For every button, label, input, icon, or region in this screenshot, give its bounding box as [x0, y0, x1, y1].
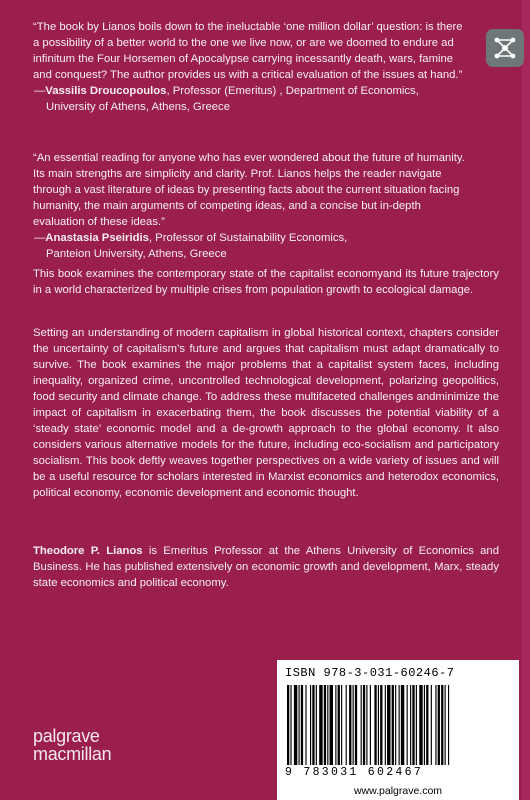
- barcode-bar: [341, 685, 342, 765]
- description-paragraph-2: Setting an understanding of modern capitalism in global historical context, chapters consider the uncertainty of capitalism’s future and argues that capitalism must adapt dramatically to survive. The book examines the major problems that a capitalist system faces, including inequality, organized crime, uncontrolled technological development, polarizing geopolitics, food security and climate change. To address these multifaceted challenges andminimize the impact of capitalism in exacerbating them, the book discusses the potential viability of a ‘steady state’ economic model and a de-growth approach to the global economy. It also considers various alternative models for the future, including eco-socialism and participatory socialism. This book deftly weaves together perspectives on a wide variety of issues and will be a useful resource for scholars interested in Marxist economics and heterodox economics, political economy, economic development and economic thought.: [33, 327, 499, 499]
- barcode-bar: [399, 685, 400, 765]
- publisher-url: www.palgrave.com: [353, 785, 443, 797]
- barcode-bar: [338, 685, 340, 765]
- quote-affiliation: University of Athens, Athens, Greece: [46, 101, 230, 113]
- barcode-bar: [363, 685, 365, 765]
- barcode-bar: [424, 685, 425, 765]
- barcode-bar: [290, 685, 291, 765]
- barcode-bar: [287, 685, 289, 765]
- barcode-bar: [410, 685, 411, 765]
- barcode-bar: [319, 685, 322, 765]
- author-bio-text: is Emeritus Professor at the Athens University of Economics and Business. He has published extensively on economic growth and development, Marx, steady state economics and political economy.: [33, 545, 499, 589]
- barcode-bar: [387, 685, 390, 765]
- barcode-bar: [361, 685, 362, 765]
- barcode-bar: [380, 685, 382, 765]
- barcode-bar: [370, 685, 371, 765]
- barcode-number: 9 783031 602467: [285, 766, 424, 779]
- barcode-bar: [335, 685, 336, 765]
- quote-attribution: —Vassilis Droucopoulos, Professor (Emeritus) , Department of Economics, University of Athens, Athens, Greece: [33, 83, 467, 115]
- barcode-image: [287, 685, 509, 765]
- barcode-bar: [392, 685, 394, 765]
- isbn-label: ISBN 978-3-031-60246-7: [285, 666, 455, 680]
- quote-attribution: —Anastasia Pseiridis, Professor of Sustainability Economics, Panteion University, Athens, Greece: [33, 230, 467, 262]
- barcode-bar: [366, 685, 367, 765]
- barcode-bar: [316, 685, 317, 765]
- barcode-bar: [385, 685, 386, 765]
- barcode-panel: [277, 660, 519, 800]
- barcode-bar: [407, 685, 408, 765]
- quote-author-title: , Professor (Emeritus) , Department of Economics,: [166, 85, 419, 97]
- description-paragraph-1: This book examines the contemporary state of the capitalist economyand its future trajectory in a world characterized by multiple crises from population growth to ecological damage.: [33, 268, 499, 296]
- publisher-name-line1: palgrave: [33, 726, 100, 746]
- endorsement-quote-2: [33, 150, 467, 262]
- barcode-bar: [324, 685, 326, 765]
- barcode-bar: [327, 685, 328, 765]
- publisher-logo: [33, 727, 111, 763]
- barcode-bar: [395, 685, 396, 765]
- barcode-bar: [438, 685, 440, 765]
- barcode-bar: [426, 685, 428, 765]
- quote-author-title: , Professor of Sustainability Economics,: [148, 232, 348, 244]
- barcode-bar: [448, 685, 449, 765]
- barcode-bar: [346, 685, 347, 765]
- quote-text: “An essential reading for anyone who has ever wondered about the future of humanity. Its main strengths are simplicity and clarity. Prof. Lianos helps the reader navigate through a vast literature of ideas by presenting facts about the current situation facing humanity, the main arguments of competing ideas, and a concise but in-depth evaluation of these ideas.”: [33, 152, 465, 228]
- barcode-bar: [301, 685, 303, 765]
- barcode-bar: [353, 685, 354, 765]
- author-bio: [33, 543, 499, 591]
- quote-affiliation: Panteion University, Athens, Greece: [46, 248, 227, 260]
- author-name: Theodore P. Lianos: [33, 545, 143, 557]
- barcode-bar: [401, 685, 404, 765]
- spine-edge: [522, 0, 530, 800]
- barcode-bar: [305, 685, 306, 765]
- publisher-name-line2: macmillan: [33, 744, 112, 764]
- barcode-bar: [330, 685, 333, 765]
- barcode-bar: [431, 685, 432, 765]
- barcode-bar: [419, 685, 422, 765]
- barcode-bar: [349, 685, 351, 765]
- barcode-bar: [378, 685, 379, 765]
- springer-logo-icon: [486, 29, 524, 67]
- barcode-bar: [374, 685, 376, 765]
- barcode-bar: [312, 685, 314, 765]
- quote-text: “The book by Lianos boils down to the ineluctable ‘one million dollar’ question: is there a possibility of a better world to the one we live now, or are we doomed to endure ad infinitum the Four Horsemen of Apocalypse carrying incessantly death, wars, famine and conquest? The author provides us with a critical evaluation of the issues at hand.”: [33, 21, 463, 81]
- barcode-bar: [310, 685, 311, 765]
- barcode-bar: [416, 685, 417, 765]
- barcode-bar: [299, 685, 300, 765]
- quote-author: Vassilis Droucopoulos: [45, 85, 167, 97]
- barcode-bar: [435, 685, 436, 765]
- barcode-bar: [441, 685, 443, 765]
- barcode-bar: [445, 685, 446, 765]
- barcode-bar: [412, 685, 414, 765]
- quote-author: Anastasia Pseiridis: [45, 232, 149, 244]
- barcode-bar: [294, 685, 297, 765]
- endorsement-quote-1: [33, 19, 467, 115]
- barcode-bar: [355, 685, 357, 765]
